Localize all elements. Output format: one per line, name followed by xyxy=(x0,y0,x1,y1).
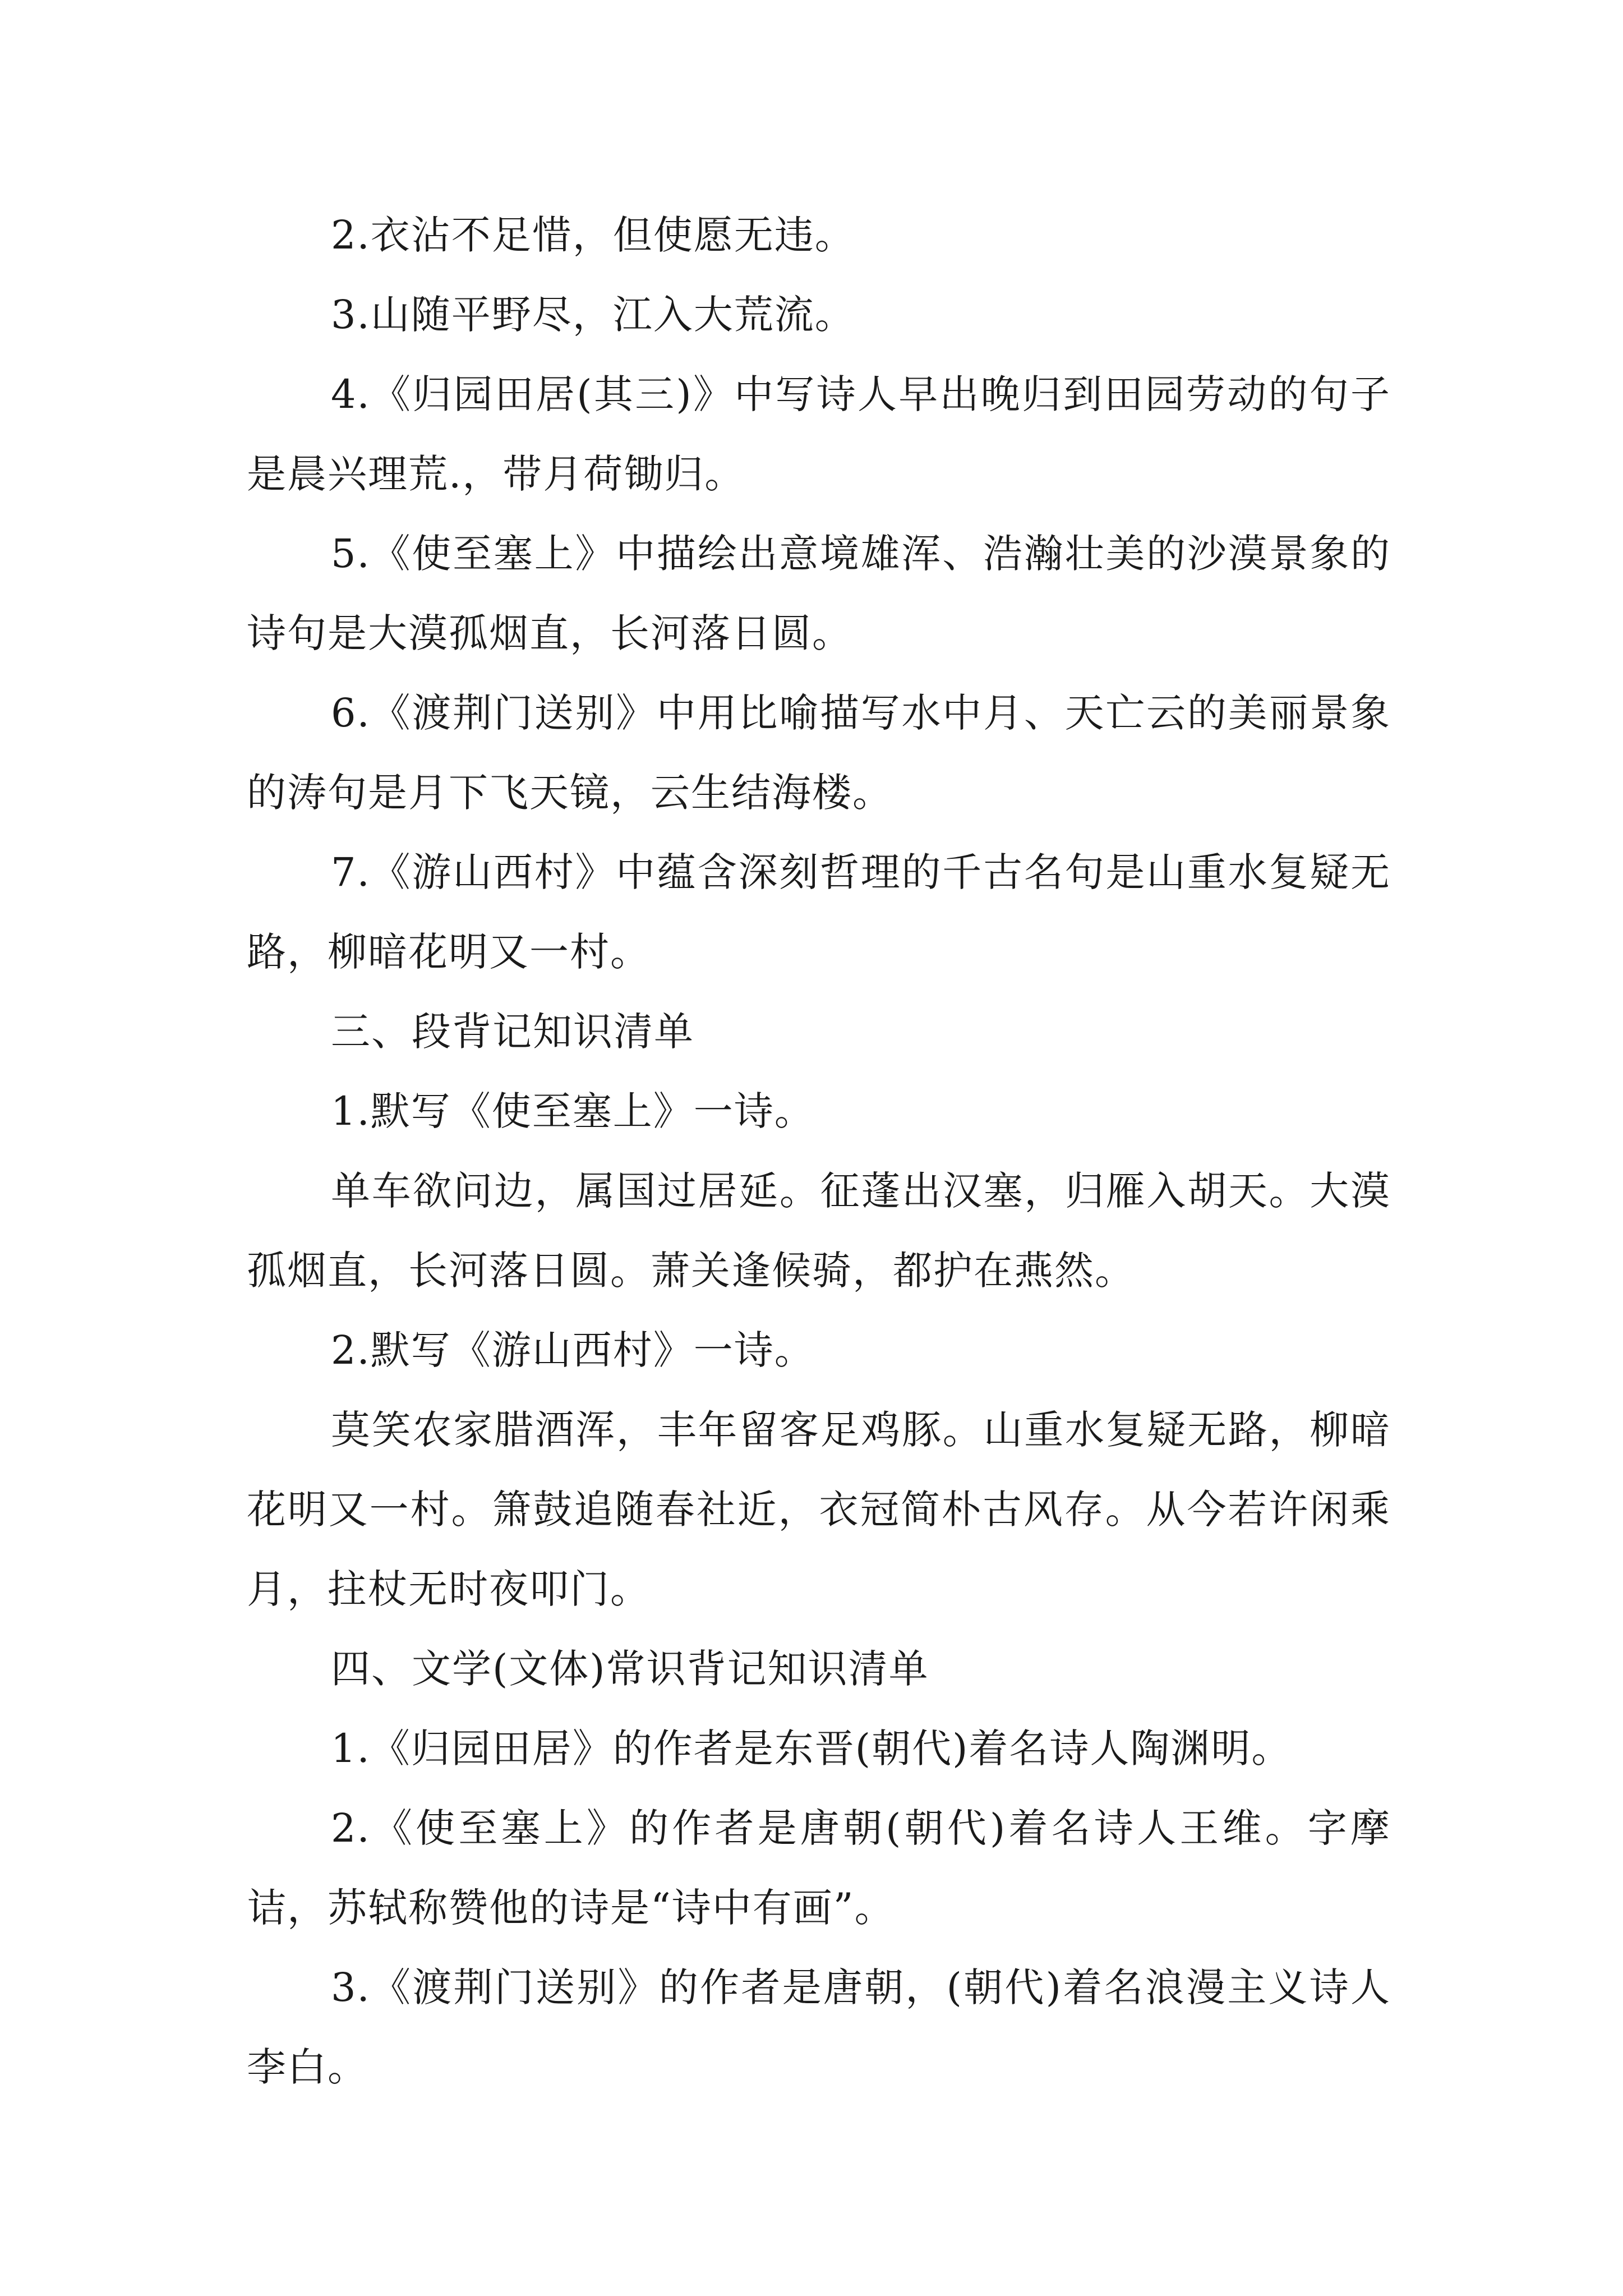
recitation-task-1: 1.默写《使至塞上》一诗。 xyxy=(331,1088,815,1134)
poem-text-you-shan-xi-cun: 莫笑农家腊酒浑，丰年留客足鸡豚。山重水复疑无路，柳暗花明又一村。箫鼓追随春社近，衣冠简朴古风存。从今若许闲乘月，拄杖无时夜叩门。 xyxy=(247,1407,1391,1612)
paragraph-item-3: 3.山随平野尽，江入大荒流。 xyxy=(331,292,855,338)
paragraph-item-2: 2.衣沾不足惜，但使愿无违。 xyxy=(331,212,855,258)
literary-fact-3: 3.《渡荆门送别》的作者是唐朝，(朝代)着名浪漫主义诗人李白。 xyxy=(247,1964,1391,2090)
paragraph-item-6: 6.《渡荆门送别》中用比喻描写水中月、天亡云的美丽景象的涛句是月下飞天镜，云生结海楼。 xyxy=(247,690,1391,816)
document-body xyxy=(247,195,1391,2107)
section-heading-passage-recitation: 三、段背记知识清单 xyxy=(331,1009,694,1055)
literary-fact-1: 1.《归园田居》的作者是东晋(朝代)着名诗人陶渊明。 xyxy=(331,1726,1292,1772)
paragraph-item-4: 4.《归园田居(其三)》中写诗人早出晚归到田园劳动的句子是晨兴理荒.，带月荷锄归。 xyxy=(247,371,1391,497)
poem-text-shi-zhi-sai-shang: 单车欲问边，属国过居延。征蓬出汉塞，归雁入胡天。大漠孤烟直，长河落日圆。萧关逢候骑，都护在燕然。 xyxy=(247,1168,1391,1294)
recitation-task-2: 2.默写《游山西村》一诗。 xyxy=(331,1327,815,1373)
section-heading-literary-knowledge: 四、文学(文体)常识背记知识清单 xyxy=(331,1646,929,1692)
paragraph-item-7: 7.《游山西村》中蕴含深刻哲理的千古名句是山重水复疑无路，柳暗花明又一村。 xyxy=(247,849,1391,975)
literary-fact-2: 2.《使至塞上》的作者是唐朝(朝代)着名诗人王维。字摩诘，苏轼称赞他的诗是“诗中有画”。 xyxy=(247,1805,1391,1931)
paragraph-item-5: 5.《使至塞上》中描绘出意境雄浑、浩瀚壮美的沙漠景象的诗句是大漠孤烟直，长河落日圆。 xyxy=(247,531,1391,656)
